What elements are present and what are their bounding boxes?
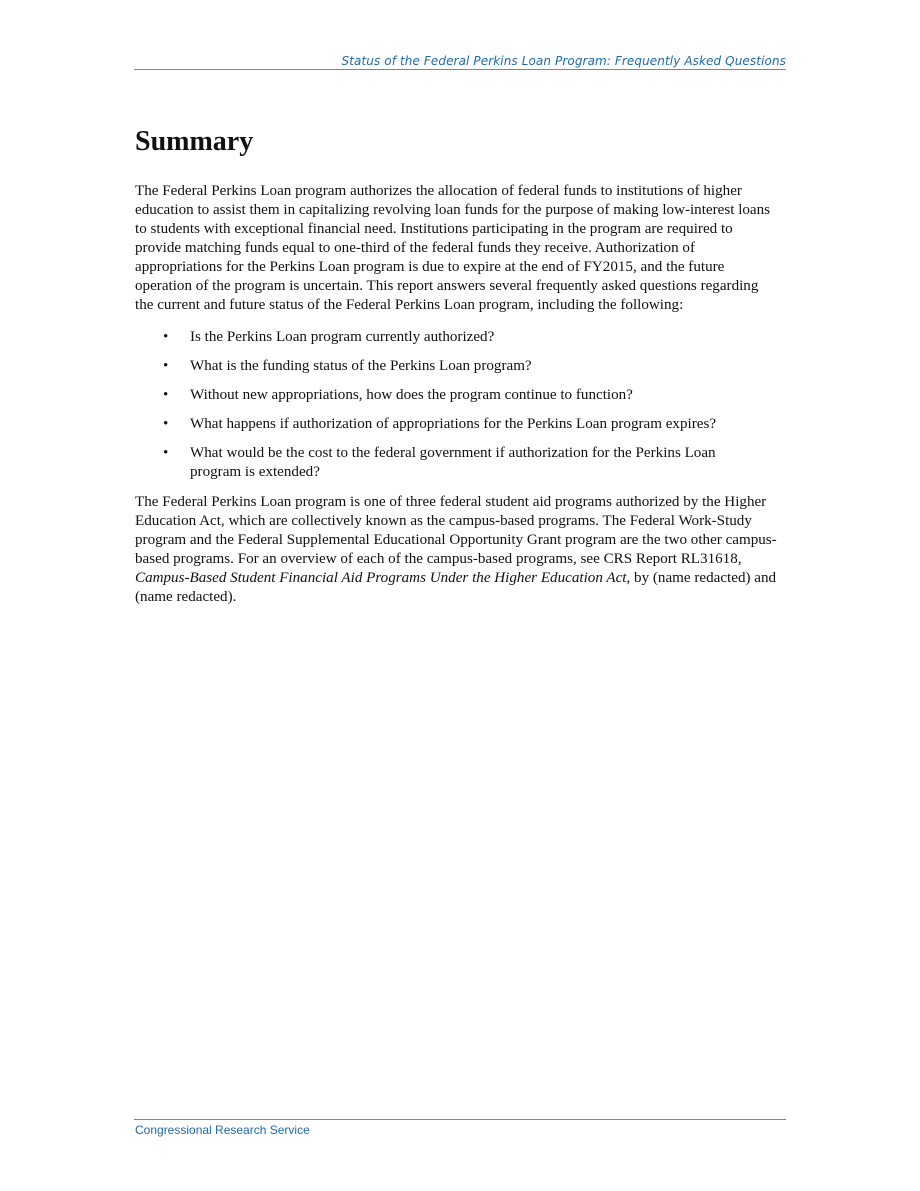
questions-list bbox=[135, 328, 780, 482]
list-item bbox=[163, 357, 750, 376]
header-divider bbox=[134, 69, 786, 70]
question-text: What happens if authorization of appropriations for the Perkins Loan program expires? bbox=[190, 416, 717, 432]
bullet-icon: • bbox=[163, 416, 169, 432]
question-text: What is the funding status of the Perkins Loan program? bbox=[190, 358, 532, 374]
page-title: Summary bbox=[135, 126, 254, 157]
list-item bbox=[163, 328, 750, 347]
report-title: Campus-Based Student Financial Aid Programs Under the Higher Education Act bbox=[135, 570, 627, 586]
closing-paragraph bbox=[135, 493, 780, 607]
bullet-icon: • bbox=[163, 445, 169, 461]
list-item bbox=[163, 444, 730, 482]
summary-section bbox=[135, 122, 780, 607]
question-text: Is the Perkins Loan program currently authorized? bbox=[190, 329, 495, 345]
closing-text: The Federal Perkins Loan program is one of three federal student aid programs authorized by the Higher Education Act, which are collectively known as the campus-based programs. The Federal Work-Study program and the Federal Supplemental Educational Opportunity Grant program are the two other campus-based programs. For an overview of each of the campus-based programs, see CRS Report RL31618, bbox=[135, 494, 777, 567]
running-header-title: Status of the Federal Perkins Loan Program: Frequently Asked Questions bbox=[341, 54, 786, 68]
bullet-icon: • bbox=[163, 387, 169, 403]
question-text: What would be the cost to the federal government if authorization for the Perkins Loan program is extended? bbox=[190, 445, 716, 480]
report-byline: , by (name redacted) and (name redacted). bbox=[135, 570, 777, 605]
question-text: Without new appropriations, how does the program continue to function? bbox=[190, 387, 633, 403]
footer-divider bbox=[134, 1119, 786, 1120]
list-item bbox=[163, 386, 750, 405]
bullet-icon: • bbox=[163, 358, 169, 374]
intro-paragraph: The Federal Perkins Loan program authorizes the allocation of federal funds to institutions of higher education to assist them in capitalizing revolving loan funds for the purpose of making low-interest loans to students with exceptional financial need. Institutions participating in the program are required to provide matching funds equal to one-third of the federal funds they receive. Authorization of appropriations for the Perkins Loan program is due to expire at the end of FY2015, and the future operation of the program is uncertain. This report answers several frequently asked questions regarding the current and future status of the Federal Perkins Loan program, including the following: bbox=[135, 183, 771, 313]
bullet-icon: • bbox=[163, 329, 169, 345]
list-item bbox=[163, 415, 730, 434]
footer-organization: Congressional Research Service bbox=[135, 1123, 310, 1137]
